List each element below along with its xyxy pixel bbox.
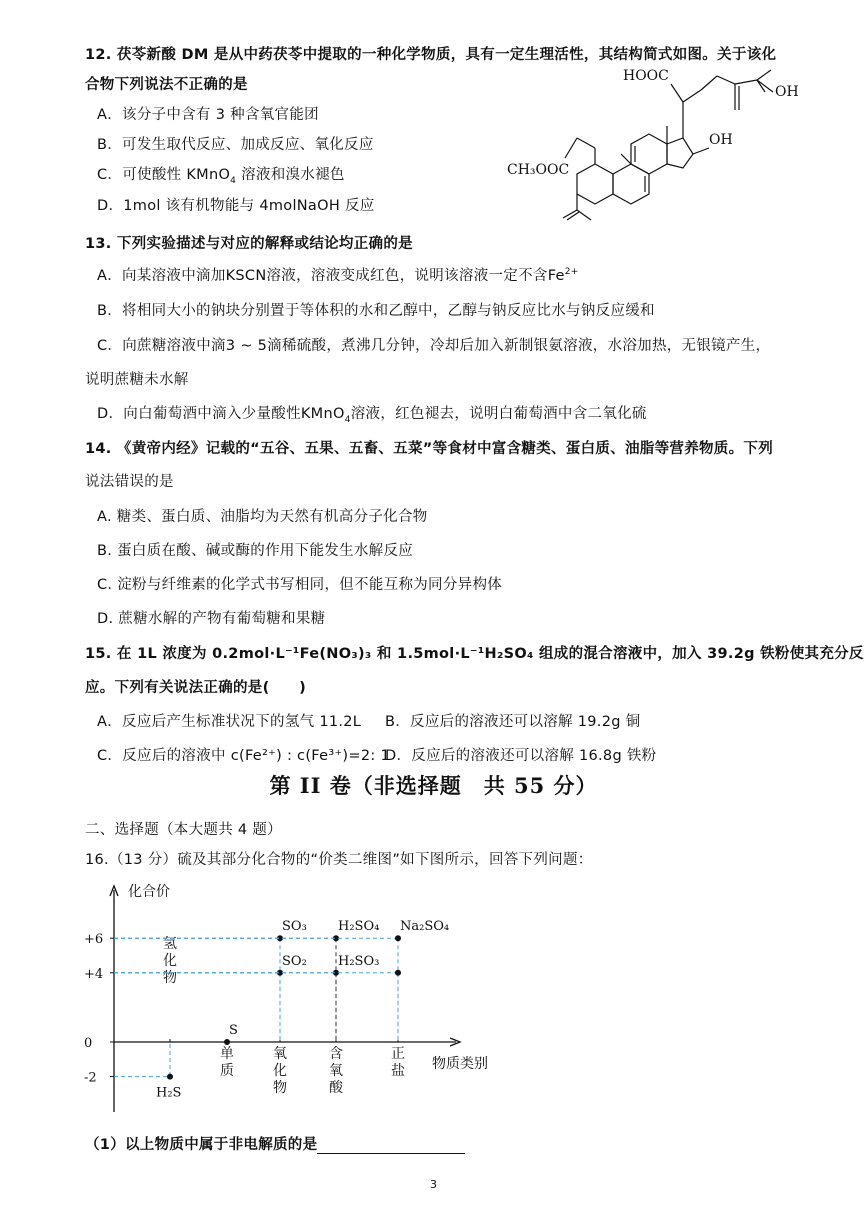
data-point-1 [224, 1039, 230, 1045]
oh-label-top: OH [775, 84, 799, 100]
q13-stem: 13. 下列实验描述与对应的解释或结论均正确的是 [85, 236, 413, 252]
q13-option-d [97, 402, 647, 425]
q12-stem-line2: 合物下列说法不正确的是 [85, 77, 248, 93]
data-point-6 [395, 935, 401, 941]
q15-stem-line2: 应。下列有关说法正确的是( ) [85, 680, 307, 696]
q14-option-d: D. 蔗糖水解的产物有葡萄糖和果糖 [97, 611, 326, 627]
q13-option-a-text: A．向某溶液中滴加KSCN溶液，溶液变成红色，说明该溶液一定不含Fe [97, 268, 565, 284]
point-label-0: H₂S [156, 1085, 182, 1101]
q13-option-c-line1: C．向蔗糖溶液中滴3 ~ 5滴稀硫酸，煮沸几分钟，冷却后加入新制银氨溶液，水浴加热，无银镜产生， [97, 338, 771, 354]
q12-option-a: A．该分子中含有 3 种含氧官能团 [97, 107, 319, 123]
category-label-4-0: 正 [391, 1046, 405, 1062]
y-tick-label-3: -2 [84, 1070, 97, 1086]
page-number: 3 [430, 1178, 437, 1191]
q13-option-a [97, 264, 579, 285]
q12-option-c-sub: 4 [230, 175, 237, 186]
q15-option-d: D．反应后的溶液还可以溶解 16.8g 铁粉 [385, 748, 657, 764]
category-label-2-2: 物 [273, 1080, 287, 1096]
point-label-5: H₂SO₃ [338, 953, 380, 969]
part2-heading: 二、选择题（本大题共 4 题） [85, 822, 282, 838]
q13-option-d-post: 溶液，红色褪去，说明白葡萄酒中含二氧化硫 [350, 406, 647, 422]
data-point-7 [395, 970, 401, 976]
q16-sub1 [85, 1133, 465, 1154]
point-label-2: SO₃ [282, 919, 307, 935]
point-label-4: H₂SO₄ [338, 919, 380, 935]
q16-sub1-text: （1）以上物质中属于非电解质的是 [85, 1137, 318, 1153]
category-label-3-1: 氧 [329, 1063, 343, 1079]
q14-option-a: A. 糖类、蛋白质、油脂均为天然有机高分子化合物 [97, 509, 428, 525]
category-label-2-1: 化 [273, 1063, 287, 1079]
q15-option-a: A．反应后产生标准状况下的氢气 11.2L [97, 714, 362, 730]
q13-option-b: B．将相同大小的钠块分别置于等体积的水和乙醇中，乙醇与钠反应比水与钠反应缓和 [97, 303, 655, 319]
y-tick-label-0: +6 [84, 932, 104, 948]
q12-option-d: D．1mol 该有机物能与 4molNaOH 反应 [97, 198, 375, 214]
category-label-1-0: 单 [220, 1046, 234, 1062]
q13-option-c-line2: 说明蔗糖未水解 [85, 372, 189, 388]
q12-option-c-pre: C．可使酸性 KMnO [97, 167, 231, 183]
answer-blank[interactable] [317, 1139, 465, 1154]
y-tick-label-1: +4 [84, 966, 104, 982]
category-label-0-2: 物 [163, 970, 177, 986]
q14-stem-line1: 14. 《黄帝内经》记载的“五谷、五果、五畜、五菜”等食材中富含糖类、蛋白质、油脂等营养物质。下列 [85, 441, 773, 457]
q15-option-c: C．反应后的溶液中 c(Fe²⁺) : c(Fe³⁺)=2: 1 [97, 748, 390, 764]
category-label-3-2: 酸 [329, 1080, 343, 1096]
category-label-0-0: 氢 [163, 936, 177, 952]
q13-option-d-pre: D．向白葡萄酒中滴入少量酸性KMnO [97, 406, 345, 422]
category-label-2-0: 氧 [273, 1046, 287, 1062]
valence-class-chart [80, 872, 540, 1132]
q15-stem-line1: 15. 在 1L 浓度为 0.2mol·L⁻¹Fe(NO₃)₃ 和 1.5mol·L⁻¹H₂SO₄ 组成的混合溶液中，加入 39.2g 铁粉使其充分反 [85, 646, 864, 662]
category-label-3-0: 含 [329, 1046, 343, 1062]
q12-stem-line1: 12. 茯苓新酸 DM 是从中药茯苓中提取的一种化学物质，具有一定生理活性，其结构简式如图。关于该化 [85, 47, 777, 63]
point-label-1: S [229, 1023, 238, 1038]
category-label-1-1: 质 [220, 1063, 234, 1079]
hooc-label: HOOC [623, 68, 669, 84]
category-label-0-1: 化 [163, 953, 177, 969]
data-point-0 [167, 1074, 173, 1080]
point-label-3: SO₂ [282, 953, 307, 969]
q13-option-d-sub: 4 [344, 414, 351, 425]
q13-option-a-sup: 2+ [564, 267, 579, 278]
x-axis-label: 物质类别 [432, 1056, 488, 1072]
q12-option-c-post: 溶液和溴水褪色 [236, 167, 345, 183]
category-label-4-1: 盐 [391, 1063, 405, 1079]
q15-option-b: B．反应后的溶液还可以溶解 19.2g 铜 [385, 714, 641, 730]
q16-stem: 16.（13 分）硫及其部分化合物的“价类二维图”如下图所示，回答下列问题： [85, 852, 593, 868]
y-axis-label: 化合价 [128, 884, 170, 900]
molecule-structure [495, 62, 800, 222]
q14-stem-line2: 说法错误的是 [85, 474, 174, 490]
ester-label: CH₃OOC [507, 162, 570, 178]
section-title: 第 II 卷（非选择题 共 55 分） [269, 773, 598, 798]
q14-option-b: B. 蛋白质在酸、碱或酶的作用下能发生水解反应 [97, 543, 414, 559]
q12-option-c [97, 163, 345, 186]
y-tick-label-2: 0 [84, 1036, 93, 1051]
q12-option-b: B．可发生取代反应、加成反应、氧化反应 [97, 137, 374, 153]
q14-option-c: C. 淀粉与纤维素的化学式书写相同，但不能互称为同分异构体 [97, 577, 503, 593]
point-label-6: Na₂SO₄ [400, 919, 450, 935]
oh-label-ring: OH [709, 132, 733, 148]
